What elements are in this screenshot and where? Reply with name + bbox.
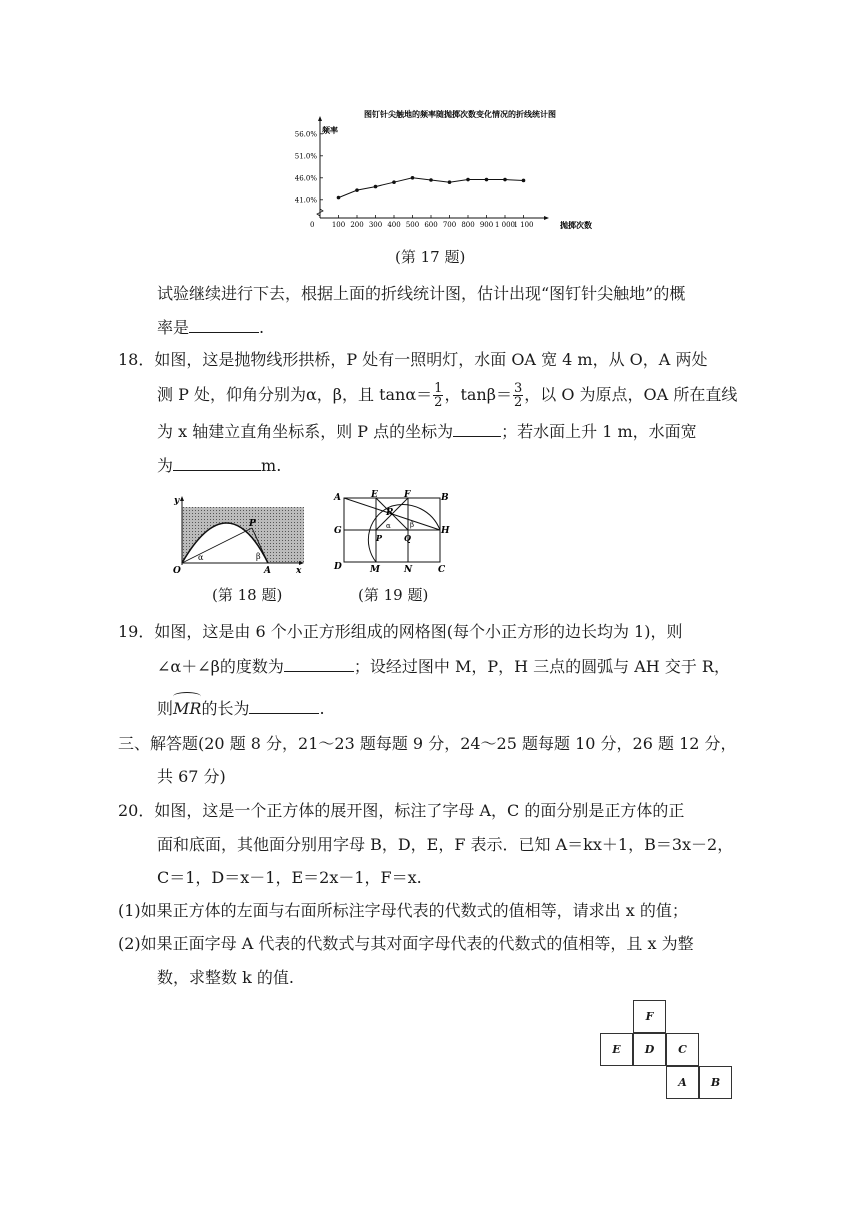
label-R: R — [386, 508, 394, 518]
q19-period: . — [319, 699, 325, 718]
label-G: G — [334, 526, 342, 536]
figure-18 — [168, 495, 308, 575]
label-A: A — [264, 566, 271, 576]
x-axis-label: 抛掷次数 — [560, 220, 592, 230]
arc-symbol — [173, 692, 201, 701]
label-O: O — [173, 566, 181, 576]
label-y: y — [174, 496, 180, 506]
net-face-E: E — [600, 1033, 633, 1066]
y-tick-label: 46.0% — [294, 174, 317, 183]
label-F: F — [404, 490, 411, 500]
data-point — [355, 188, 359, 192]
q20-text: 如图，这是一个正方体的展开图，标注了字母 A，C 的面分别是正方体的正 — [154, 801, 685, 820]
q18-text: ，tanβ＝ — [444, 385, 512, 404]
fraction-numerator: 1 — [434, 381, 443, 396]
caption-19: (第 19 题) — [358, 586, 429, 604]
fraction-half — [433, 382, 443, 409]
net-face-C: C — [666, 1033, 699, 1066]
arc-letters: MR — [173, 699, 202, 718]
answer-blank — [284, 655, 354, 672]
section3-line1: 三、解答题(20 题 8 分，21～23 题每题 9 分，24～25 题每题 10 分，26 题 12 分， — [118, 734, 737, 753]
section3-line2: 共 67 分) — [157, 767, 226, 786]
q17-text: 率是 — [157, 318, 190, 337]
label-x: x — [296, 566, 302, 576]
answer-blank — [189, 316, 259, 333]
label-P: P — [376, 533, 383, 543]
q18-text: 为 x 轴建立直角坐标系，则 P 点的坐标为 — [157, 422, 454, 441]
q20-part2-line1: (2)如果正面字母 A 代表的代数式与其对面字母代表的代数式的值相等，且 x 为整 — [118, 934, 694, 953]
data-point — [392, 180, 396, 184]
data-point — [448, 180, 452, 184]
chart-title: 图钉针尖触地的频率随抛掷次数变化情况的折线统计图 — [364, 109, 556, 119]
parabola-bridge-diagram — [168, 495, 308, 575]
q18-text: ；若水面上升 1 m，水面宽 — [501, 422, 697, 441]
x-tick-label: 600 — [424, 221, 438, 229]
x-tick-label: 500 — [405, 221, 420, 229]
q19-text: 则 — [157, 699, 174, 718]
label-P: P — [249, 519, 256, 529]
q18-text: 如图，这是抛物线形拱桥，P 处有一照明灯，水面 OA 宽 4 m，从 O，A 两处 — [154, 350, 708, 369]
data-point — [485, 178, 489, 182]
label-alpha: α — [386, 522, 391, 530]
net-face-D: D — [633, 1033, 666, 1066]
data-point — [503, 178, 507, 182]
label-A: A — [334, 493, 341, 503]
q19-text: 的长为 — [201, 699, 250, 718]
x-tick-label: 900 — [479, 221, 494, 229]
arc-MR — [173, 699, 201, 718]
q19-text: ；设经过图中 M，P，H 三点的圆弧与 AH 交于 R， — [353, 657, 730, 676]
net-face-A: A — [666, 1066, 699, 1099]
grid-diagram — [330, 490, 455, 578]
caption-18: (第 18 题) — [212, 586, 283, 604]
q18-text: ，以 O 为原点，OA 所在直线 — [524, 385, 738, 404]
label-alpha: α — [198, 553, 204, 562]
x-axis-arrow — [544, 216, 549, 220]
data-point — [429, 178, 433, 182]
origin-label: 0 — [310, 221, 315, 229]
y-axis-arrow — [180, 496, 184, 501]
label-H: H — [441, 526, 450, 536]
answer-blank — [453, 420, 501, 437]
q17-text-line1: 试验继续进行下去，根据上面的折线统计图，估计出现“图钉针尖触地”的概 — [157, 284, 686, 303]
label-E: E — [371, 490, 378, 500]
cube-net — [600, 1000, 735, 1102]
data-point — [411, 176, 415, 180]
x-tick-label: 200 — [350, 221, 364, 229]
data-point — [374, 185, 378, 189]
label-beta: β — [410, 521, 415, 529]
label-C: C — [438, 565, 446, 575]
net-face-F: F — [633, 1000, 666, 1033]
q19-number: 19． — [118, 622, 155, 641]
q20-line1 — [118, 800, 684, 822]
q18-unit: m. — [261, 456, 282, 475]
q18-text: 测 P 处，仰角分别为α，β，且 tanα＝ — [157, 385, 433, 404]
data-point — [337, 196, 341, 200]
q18-line4 — [157, 454, 281, 477]
q18-line3 — [157, 420, 697, 443]
answer-blank — [173, 454, 261, 471]
y-axis-label: 频率 — [322, 125, 338, 135]
q19-line2 — [157, 655, 730, 678]
x-tick-label: 400 — [387, 221, 401, 229]
x-tick-label: 1 000 — [494, 221, 516, 229]
q18-line2 — [157, 382, 737, 412]
label-D: D — [334, 562, 342, 572]
x-tick-label: 100 — [331, 221, 346, 229]
label-Q: Q — [404, 533, 411, 543]
x-tick-label: 300 — [368, 221, 383, 229]
fraction-numerator: 3 — [513, 381, 523, 396]
q20-number: 20． — [118, 801, 155, 820]
q20-line3: C＝1，D＝x－1，E＝2x－1，F＝x. — [157, 868, 422, 887]
q19-text: 如图，这是由 6 个小正方形组成的网格图(每个小正方形的边长均为 1)，则 — [154, 622, 683, 641]
fraction-three-halves — [513, 382, 523, 409]
x-tick-label: 700 — [442, 221, 457, 229]
label-beta: β — [256, 552, 261, 561]
q18-text: 为 — [157, 456, 174, 475]
q19-line1 — [118, 621, 682, 643]
net-face-B: B — [699, 1066, 732, 1099]
y-axis-arrow — [318, 116, 322, 121]
label-B: B — [441, 493, 449, 503]
y-tick-label: 51.0% — [294, 152, 317, 161]
figure-19 — [330, 490, 455, 578]
line-chart-svg — [294, 105, 600, 235]
q18-line1 — [118, 349, 707, 371]
x-tick-label: 1 100 — [513, 221, 534, 229]
answer-blank — [249, 697, 319, 714]
data-point — [466, 178, 470, 182]
q20-part1: (1)如果正方体的左面与右面所标注字母代表的代数式的值相等，请求出 x 的值； — [118, 901, 688, 920]
y-tick-label: 41.0% — [294, 196, 317, 205]
q17-text-line2 — [157, 316, 264, 339]
caption-17: (第 17 题) — [395, 248, 466, 266]
q18-number: 18． — [118, 350, 155, 369]
q19-text: ∠α＋∠β的度数为 — [157, 657, 284, 676]
fraction-denominator: 2 — [434, 395, 443, 410]
x-tick-label: 800 — [461, 221, 475, 229]
q20-part2-line2: 数，求整数 k 的值. — [157, 968, 294, 987]
data-point — [522, 179, 526, 183]
label-N: N — [404, 565, 413, 575]
label-M: M — [370, 565, 380, 575]
q17-period: . — [259, 318, 265, 337]
q19-line3 — [157, 697, 325, 720]
y-tick-label: 56.0% — [294, 130, 317, 139]
q20-line2: 面和底面，其他面分别用字母 B，D，E，F 表示．已知 A＝kx＋1，B＝3x－2， — [157, 835, 734, 854]
chart-17 — [294, 105, 600, 235]
fraction-denominator: 2 — [513, 395, 523, 410]
